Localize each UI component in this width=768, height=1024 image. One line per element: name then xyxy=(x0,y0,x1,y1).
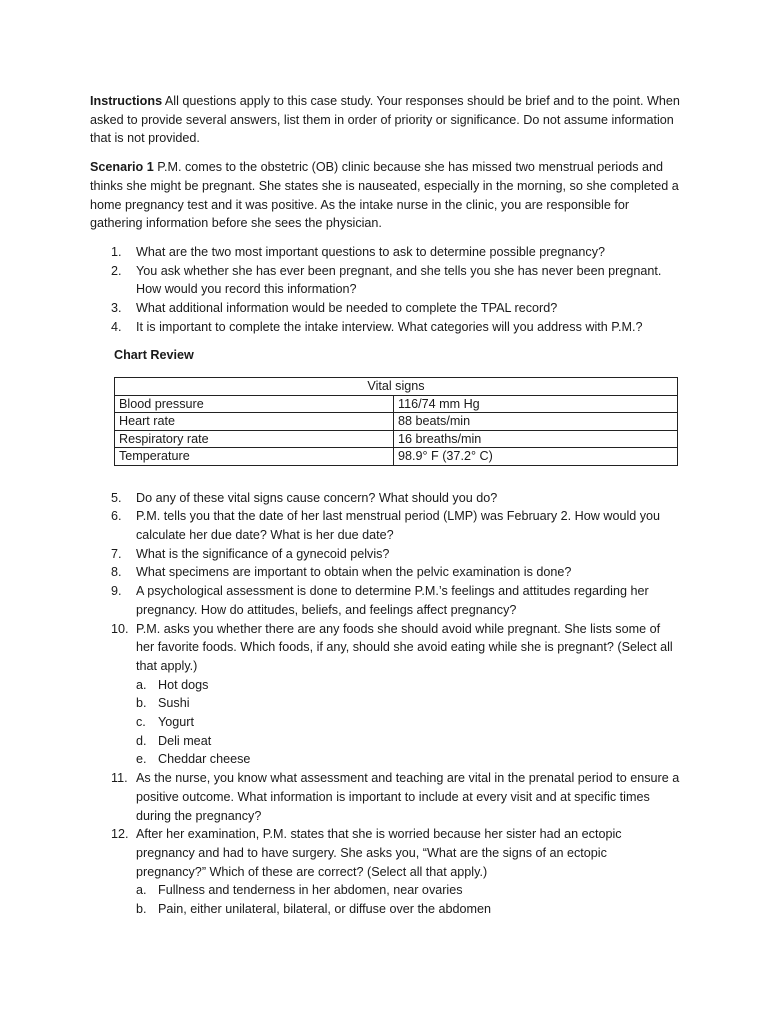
table-row xyxy=(115,413,678,431)
answer-option xyxy=(136,676,680,695)
option-letter: c. xyxy=(136,715,146,730)
instructions-text: All questions apply to this case study. Your responses should be brief and to the point. When asked to provide several answers, list them in order of priority or significance. Do not assume information that is not provided. xyxy=(90,94,680,146)
document-page xyxy=(90,92,680,919)
question-number: 10. xyxy=(111,621,129,636)
question-number: 8. xyxy=(111,565,122,580)
question-text: It is important to complete the intake interview. What categories will you address with P.M.? xyxy=(136,319,643,334)
answer-options-q10 xyxy=(136,676,680,770)
question-text: P.M. tells you that the date of her last menstrual period (LMP) was February 2. How would you calculate her due date? What is her due date? xyxy=(136,509,661,543)
vital-value: 16 breaths/min xyxy=(394,430,678,448)
scenario-paragraph xyxy=(90,158,680,233)
answer-option xyxy=(136,713,680,732)
question-text: A psychological assessment is done to determine P.M.’s feelings and attitudes regarding her pregnancy. How do attitudes, beliefs, and feelings affect pregnancy? xyxy=(136,584,649,617)
option-letter: d. xyxy=(136,733,147,748)
question-item xyxy=(90,545,680,564)
vital-value: 98.9° F (37.2° C) xyxy=(394,448,678,466)
question-text: What is the significance of a gynecoid pelvis? xyxy=(136,546,390,561)
question-number: 5. xyxy=(111,490,122,505)
question-number: 9. xyxy=(111,584,122,599)
answer-option xyxy=(136,750,680,769)
question-item xyxy=(90,489,680,508)
instructions-paragraph xyxy=(90,92,680,148)
question-number: 7. xyxy=(111,546,122,561)
option-text: Cheddar cheese xyxy=(158,752,251,767)
question-list-2 xyxy=(90,489,680,919)
option-letter: e. xyxy=(136,752,147,767)
question-item xyxy=(90,769,680,825)
answer-option xyxy=(136,694,680,713)
option-text: Deli meat xyxy=(158,733,212,748)
question-item xyxy=(90,582,680,619)
question-text: What specimens are important to obtain when the pelvic examination is done? xyxy=(136,565,572,580)
option-letter: a. xyxy=(136,677,147,692)
vital-value: 88 beats/min xyxy=(394,413,678,431)
question-number: 6. xyxy=(111,509,122,524)
vital-label: Heart rate xyxy=(115,413,394,431)
option-text: Pain, either unilateral, bilateral, or diffuse over the abdomen xyxy=(158,902,492,917)
question-number: 12. xyxy=(111,827,129,842)
answer-option xyxy=(136,900,680,919)
question-text: After her examination, P.M. states that she is worried because her sister had an ectopic pregnancy and had to have surgery. She asks you, “What are the signs of an ectopic pregnancy?” Which of these are correct? (Select all that apply.) xyxy=(136,827,622,879)
option-letter: a. xyxy=(136,883,147,898)
question-text: As the nurse, you know what assessment and teaching are vital in the prenatal period to ensure a positive outcome. What information is important to include at every visit and at specific times during the pregnancy? xyxy=(136,771,680,823)
vital-label: Respiratory rate xyxy=(115,430,394,448)
question-text: What additional information would be needed to complete the TPAL record? xyxy=(136,301,558,316)
vital-label: Blood pressure xyxy=(115,395,394,413)
question-item xyxy=(90,563,680,582)
option-text: Sushi xyxy=(158,696,190,711)
vital-value: 116/74 mm Hg xyxy=(394,395,678,413)
answer-options-q12 xyxy=(136,881,680,918)
scenario-label: Scenario 1 xyxy=(90,160,154,175)
vital-label: Temperature xyxy=(115,448,394,466)
question-text: What are the two most important questions to ask to determine possible pregnancy? xyxy=(136,244,606,259)
table-row xyxy=(115,395,678,413)
question-text: Do any of these vital signs cause concern? What should you do? xyxy=(136,490,498,505)
table-row xyxy=(115,448,678,466)
question-number: 3. xyxy=(111,301,122,316)
option-text: Yogurt xyxy=(158,715,194,730)
instructions-label: Instructions xyxy=(90,94,163,108)
answer-option xyxy=(136,881,680,900)
question-item xyxy=(90,825,680,919)
question-item xyxy=(90,507,680,544)
scenario-text: P.M. comes to the obstetric (OB) clinic because she has missed two menstrual periods and thinks she might be pregnant. She states she is nauseated, especially in the morning, so she completed a home pregnancy test and it was positive. As the intake nurse in the clinic, you are responsible for gathering information before she sees the physician. xyxy=(90,160,679,231)
question-item xyxy=(90,262,680,299)
option-letter: b. xyxy=(136,902,147,917)
option-text: Fullness and tenderness in her abdomen, near ovaries xyxy=(158,883,463,898)
question-text: P.M. asks you whether there are any foods she should avoid while pregnant. She lists some of her favorite foods. Which foods, if any, should she avoid eating while she is pregnant? (Select all that apply.) xyxy=(136,621,673,673)
question-number: 1. xyxy=(111,244,122,259)
question-number: 2. xyxy=(111,263,122,278)
question-list-1 xyxy=(90,243,680,337)
question-item xyxy=(90,299,680,318)
answer-option xyxy=(136,732,680,751)
question-item xyxy=(90,318,680,337)
vital-signs-table xyxy=(114,377,678,466)
option-letter: b. xyxy=(136,696,147,711)
table-row xyxy=(115,430,678,448)
question-item xyxy=(90,620,680,770)
question-item xyxy=(90,243,680,262)
question-text: You ask whether she has ever been pregnant, and she tells you she has never been pregnant. How would you record this information? xyxy=(136,263,662,297)
option-text: Hot dogs xyxy=(158,677,209,692)
vital-signs-header: Vital signs xyxy=(115,378,678,396)
table-header-row xyxy=(115,378,678,396)
question-number: 4. xyxy=(111,319,122,334)
question-number: 11. xyxy=(111,771,128,786)
chart-review-title: Chart Review xyxy=(114,348,194,363)
